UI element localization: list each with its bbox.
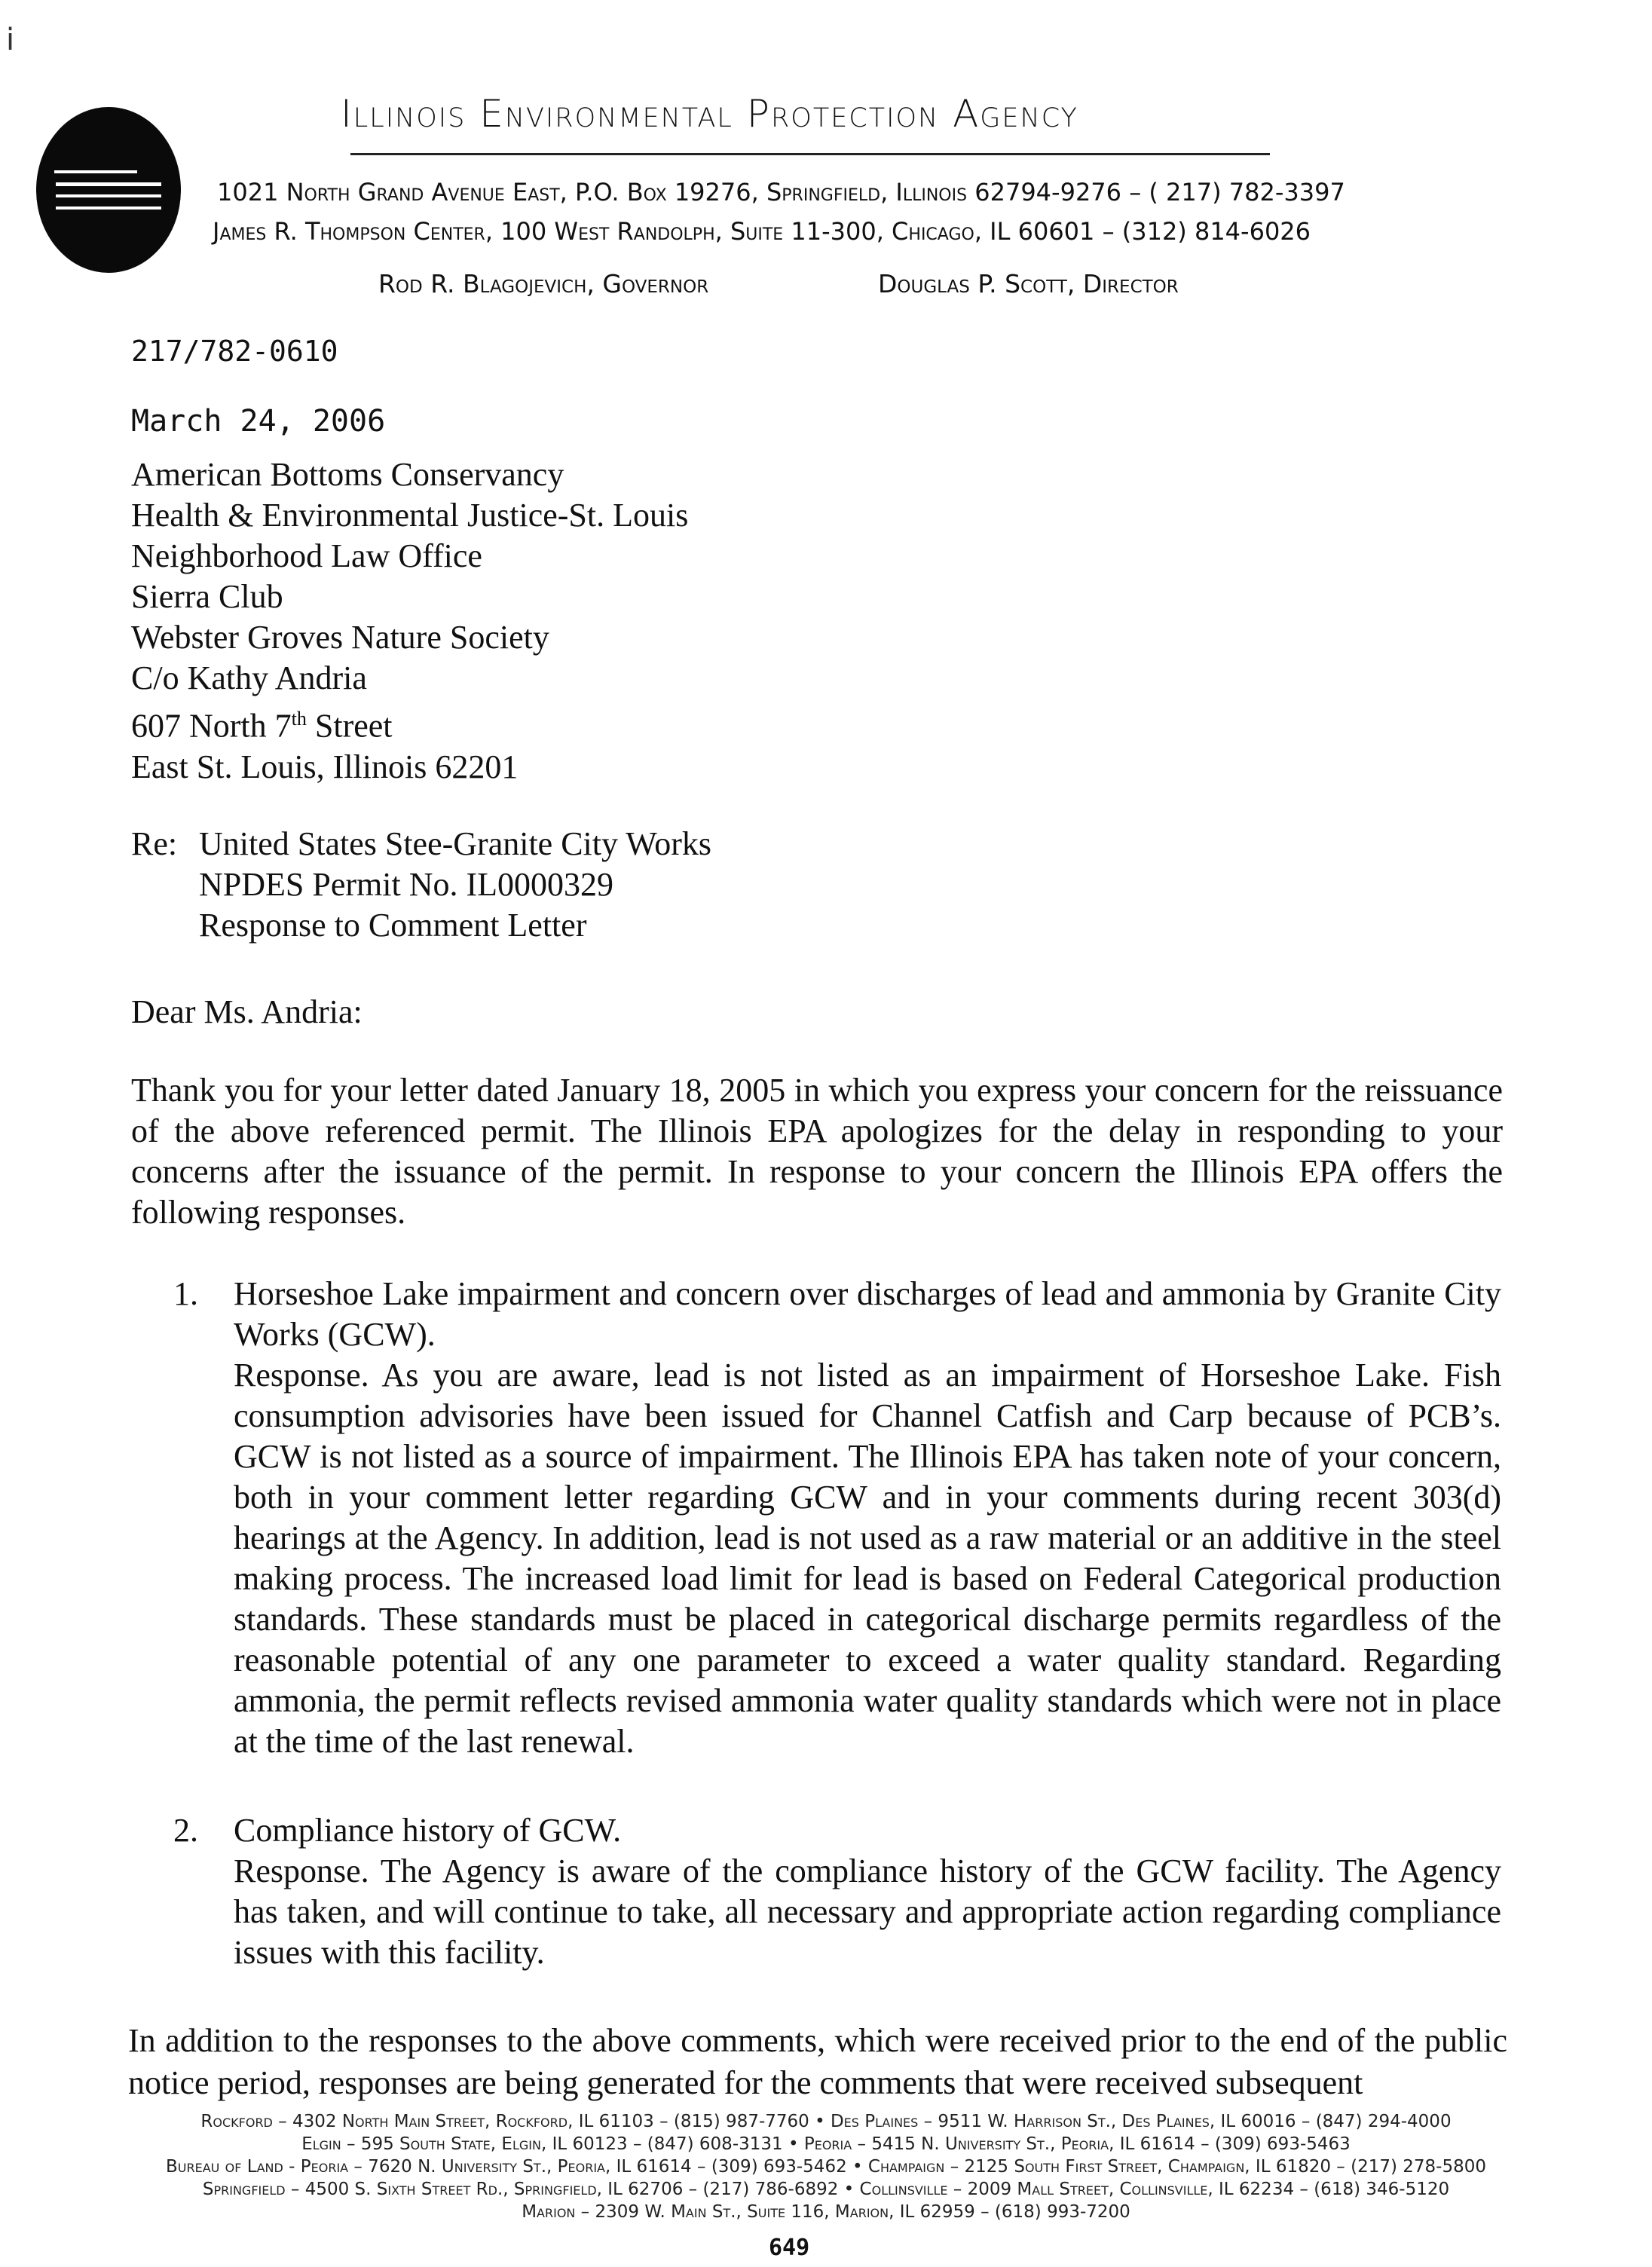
salutation: Dear Ms. Andria:: [131, 993, 363, 1030]
subject-line: Response to Comment Letter: [199, 907, 587, 944]
re-label: Re:: [131, 825, 178, 862]
response-item: [173, 1810, 1501, 1973]
item-heading: Compliance history of GCW.: [234, 1812, 622, 1849]
recipient-city: East St. Louis, Illinois 62201: [131, 748, 519, 785]
recipient-line: Health & Environmental Justice-St. Louis: [131, 497, 689, 534]
footer-line: Springfield – 4500 S. Sixth Street Rd., Springfield, IL 62706 – (217) 786-6892 • Collinsville – 2009 Mall Street, Collinsville, IL 62234 – (618) 346-5120: [202, 2180, 1450, 2199]
recipient-line: C/o Kathy Andria: [131, 659, 367, 696]
agency-name: Illinois Environmental Protection Agency: [341, 92, 1078, 136]
page-number: 649: [769, 2235, 810, 2261]
item-response: Response. As you are aware, lead is not listed as an impairment of Horseshoe Lake. Fish consumption advisories have been issued for Channel Catfish and Carp because of PCB’s. GCW is not listed as a source of impairment. The Illinois EPA has taken note of your concern, both in your comment letter regarding GCW and in your comments during recent 303(d) hearings at the Agency. In addition, lead is not used as a raw material or an additive in the steel making process. The increased load limit for lead is based on Federal Categorical production standards. These standards must be placed in categorical discharge permits regardless of the reasonable potential of any one parameter to exceed a water quality standard. Regarding ammonia, the permit reflects revised ammonia water quality standards which were not in place at the time of the last renewal.: [234, 1357, 1501, 1760]
item-response: Response. The Agency is aware of the compliance history of the GCW facility. The Agency has taken, and will continue to take, all necessary and appropriate action regarding compliance issues with this facility.: [234, 1852, 1501, 1971]
chicago-address: James R. Thompson Center, 100 West Randolph, Suite 11-300, Chicago, IL 60601 – (312) 814-6026: [213, 217, 1311, 246]
closing-paragraph: In addition to the responses to the above comments, which were received prior to the end of the public notice period, responses are being generated for the comments that were received subsequent: [128, 2022, 1507, 2101]
footer-line: Elgin – 595 South State, Elgin, IL 60123 – (847) 608-3131 • Peoria – 5415 N. University St., Peoria, IL 61614 – (309) 693-5463: [301, 2134, 1351, 2154]
subject-block: [131, 824, 711, 946]
recipient-line: Sierra Club: [131, 578, 283, 615]
stray-mark: i: [6, 23, 15, 57]
footer-regional-offices: [0, 2110, 1652, 2223]
recipient-street: 607 North 7th Street: [131, 707, 393, 745]
item-number: 2.: [173, 1812, 198, 1849]
recipient-line: Webster Groves Nature Society: [131, 619, 549, 656]
recipient-line: Neighborhood Law Office: [131, 537, 482, 574]
director-name: Douglas P. Scott, Director: [878, 269, 1179, 298]
response-item: [173, 1274, 1501, 1762]
subject-line: United States Stee-Granite City Works: [199, 825, 711, 862]
recipient-address: [131, 454, 688, 788]
footer-line: Bureau of Land - Peoria – 7620 N. University St., Peoria, IL 61614 – (309) 693-5462 • Champaign – 2125 South First Street, Champaign, IL 61820 – (217) 278-5800: [166, 2157, 1486, 2177]
letter-date: March 24, 2006: [131, 404, 386, 439]
springfield-address: 1021 North Grand Avenue East, P.O. Box 19276, Springfield, Illinois 62794-9276 – ( 217) 782-3397: [217, 178, 1345, 207]
governor-name: Rod R. Blagojevich, Governor: [378, 269, 709, 298]
intro-paragraph: Thank you for your letter dated January 18, 2005 in which you express your concern for the reissuance of the above referenced permit. The Illinois EPA apologizes for the delay in responding to your concerns after the issuance of the permit. In response to your concern the Illinois EPA offers the following responses.: [131, 1072, 1503, 1231]
recipient-line: American Bottoms Conservancy: [131, 456, 564, 493]
footer-line: Rockford – 4302 North Main Street, Rockford, IL 61103 – (815) 987-7760 • Des Plaines – 9511 W. Harrison St., Des Plaines, IL 60016 – (847) 294-4000: [200, 2112, 1452, 2131]
footer-line: Marion – 2309 W. Main St., Suite 116, Marion, IL 62959 – (618) 993-7200: [522, 2202, 1130, 2222]
agency-logo-seal: [33, 106, 184, 275]
subject-line: NPDES Permit No. IL0000329: [199, 866, 613, 903]
item-heading: Horseshoe Lake impairment and concern over discharges of lead and ammonia by Granite City Works (GCW).: [234, 1275, 1501, 1353]
item-number: 1.: [173, 1275, 198, 1312]
phone-number: 217/782-0610: [131, 335, 338, 368]
header-divider: [350, 153, 1270, 155]
